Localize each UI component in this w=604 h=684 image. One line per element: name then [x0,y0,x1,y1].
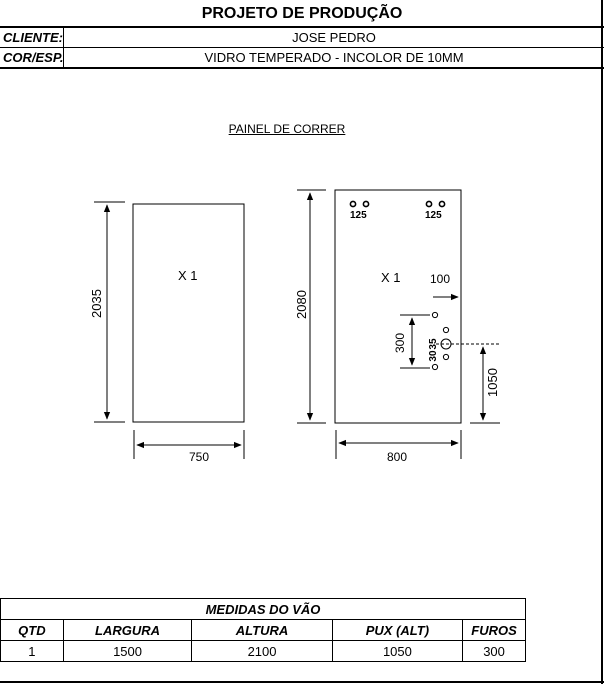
cliente-label: CLIENTE: [3,30,63,45]
column-header: ALTURA [192,620,332,641]
altura-cell: 2100 [192,641,332,662]
hole-icon [443,327,448,332]
qtd-cell: 1 [1,641,64,662]
cor-label: COR/ESP. [3,50,64,65]
cor-value: VIDRO TEMPERADO - INCOLOR DE 10MM [204,50,464,65]
column-header: PUX (ALT) [332,620,462,641]
hole-icon [432,364,437,369]
medidas-title: MEDIDAS DO VÃO [1,599,526,620]
panel-2-width-label: 800 [387,450,408,464]
bottom-border [0,681,604,683]
panel-1-outline [133,204,244,422]
panel-1-width-label: 750 [189,450,210,464]
panel-2-height-label: 2080 [294,290,309,319]
hole-right-label: 125 [425,210,442,221]
hole-icon [363,201,368,206]
panel-2-qty: X 1 [381,270,401,285]
hole-left-label: 125 [350,210,367,221]
hole-icon [439,201,444,206]
panel-2-outline [335,190,461,423]
page-title: PROJETO DE PRODUÇÃO [201,5,403,22]
furos-cell: 300 [463,641,526,662]
hole-icon [443,354,448,359]
handle-height-label: 1050 [485,368,500,397]
panel-1-height-label: 2035 [89,289,104,318]
hole-diam-b-label: 30 [428,350,439,362]
hole-icon [350,201,355,206]
pux-cell: 1050 [332,641,462,662]
column-header: LARGURA [63,620,192,641]
handle-spacing-label: 300 [393,332,407,353]
largura-cell: 1500 [63,641,192,662]
cliente-value: JOSE PEDRO [292,30,376,45]
column-header: FUROS [463,620,526,641]
hole-icon [432,312,437,317]
table-row [1,641,526,662]
drawing-title: PAINEL DE CORRER [228,122,346,136]
medidas-header-row [1,620,526,641]
hole-icon [426,201,431,206]
column-header: QTD [1,620,64,641]
panel-1-qty: X 1 [178,268,198,283]
medidas-table [0,598,526,662]
hole-diam-a-label: 35 [428,338,439,350]
handle-offset-label: 100 [430,272,451,286]
